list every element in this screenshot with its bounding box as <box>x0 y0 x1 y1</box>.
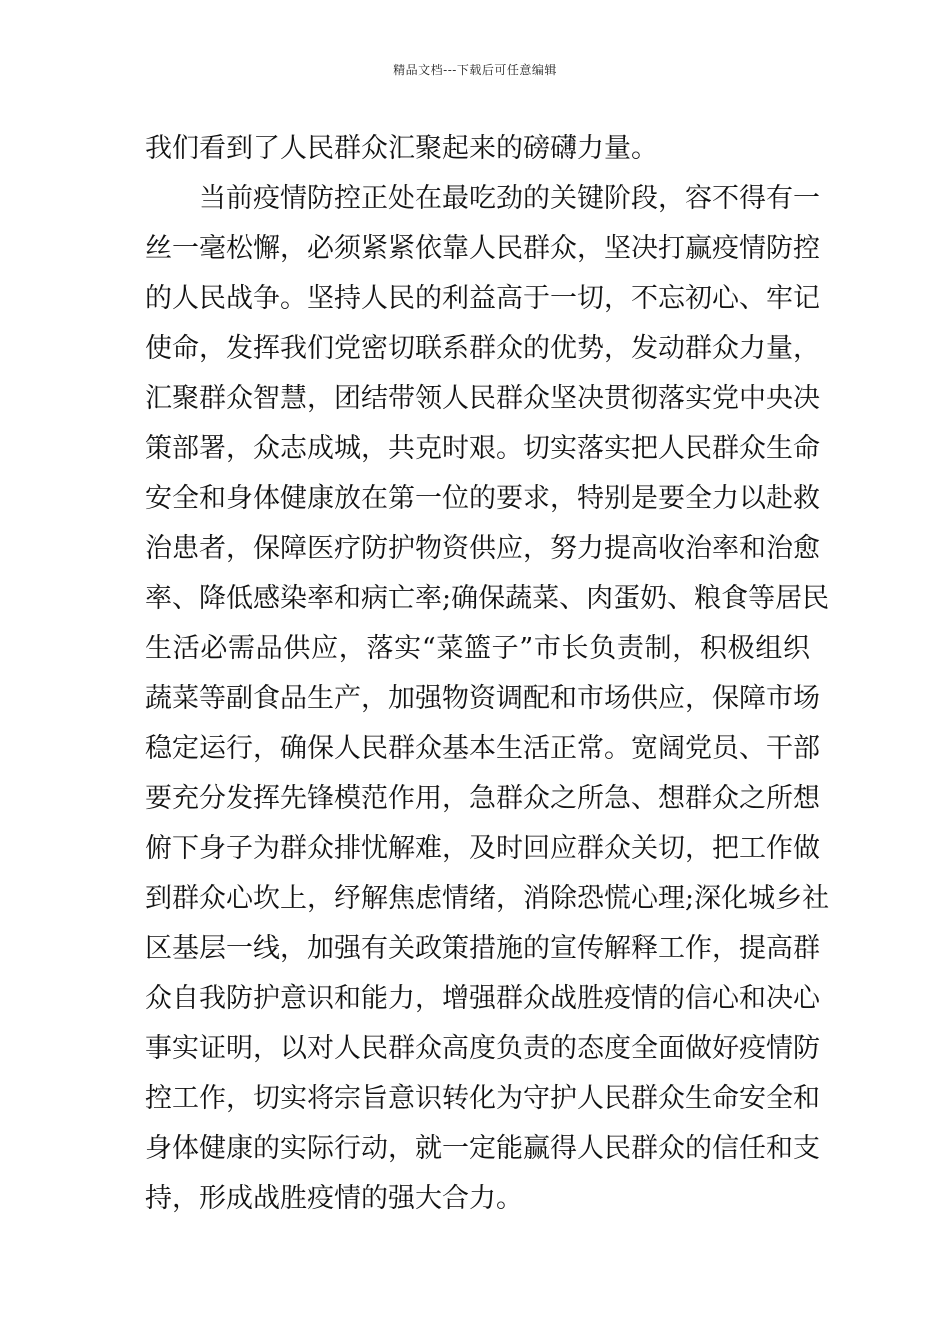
text-line: 汇聚群众智慧，团结带领人民群众坚决贯彻落实党中央决 <box>145 383 820 414</box>
text-line: 俯下身子为群众排忧解难，及时回应群众关切，把工作做 <box>145 833 820 864</box>
body-text <box>145 124 830 1224</box>
text-line: 当前疫情防控正处在最吃劲的关键阶段，容不得有一 <box>145 183 820 214</box>
text-line: 策部署，众志成城，共克时艰。切实落实把人民群众生命 <box>145 433 820 464</box>
text-line: 生活必需品供应，落实“菜篮子”市长负责制，积极组织 <box>145 633 810 664</box>
text-line: 率、降低感染率和病亡率;确保蔬菜、肉蛋奶、粮食等居民 <box>145 583 830 614</box>
text-line: 事实证明，以对人民群众高度负责的态度全面做好疫情防 <box>145 1033 820 1064</box>
text-line: 的人民战争。坚持人民的利益高于一切，不忘初心、牢记 <box>145 283 820 314</box>
text-line: 安全和身体健康放在第一位的要求，特别是要全力以赴救 <box>145 483 820 514</box>
text-line: 稳定运行，确保人民群众基本生活正常。宽阔党员、干部 <box>145 733 820 764</box>
text-line: 区基层一线，加强有关政策措施的宣传解释工作，提高群 <box>145 933 820 964</box>
text-line: 众自我防护意识和能力，增强群众战胜疫情的信心和决心 <box>145 983 820 1014</box>
text-line: 使命，发挥我们党密切联系群众的优势，发动群众力量， <box>145 333 820 364</box>
text-line: 丝一毫松懈，必须紧紧依靠人民群众，坚决打赢疫情防控 <box>145 233 820 264</box>
text-line: 到群众心坎上，纾解焦虑情绪，消除恐慌心理;深化城乡社 <box>145 883 830 914</box>
page-header: 精品文档---下载后可任意编辑 <box>393 63 557 77</box>
text-line: 身体健康的实际行动，就一定能赢得人民群众的信任和支 <box>145 1133 820 1164</box>
text-line: 我们看到了人民群众汇聚起来的磅礴力量。 <box>145 133 658 164</box>
text-line: 蔬菜等副食品生产，加强物资调配和市场供应，保障市场 <box>145 683 820 714</box>
text-line: 持，形成战胜疫情的强大合力。 <box>145 1183 523 1214</box>
text-line: 治患者，保障医疗防护物资供应，努力提高收治率和治愈 <box>145 533 820 564</box>
text-line: 控工作，切实将宗旨意识转化为守护人民群众生命安全和 <box>145 1083 820 1114</box>
text-line: 要充分发挥先锋模范作用，急群众之所急、想群众之所想 <box>145 783 820 814</box>
